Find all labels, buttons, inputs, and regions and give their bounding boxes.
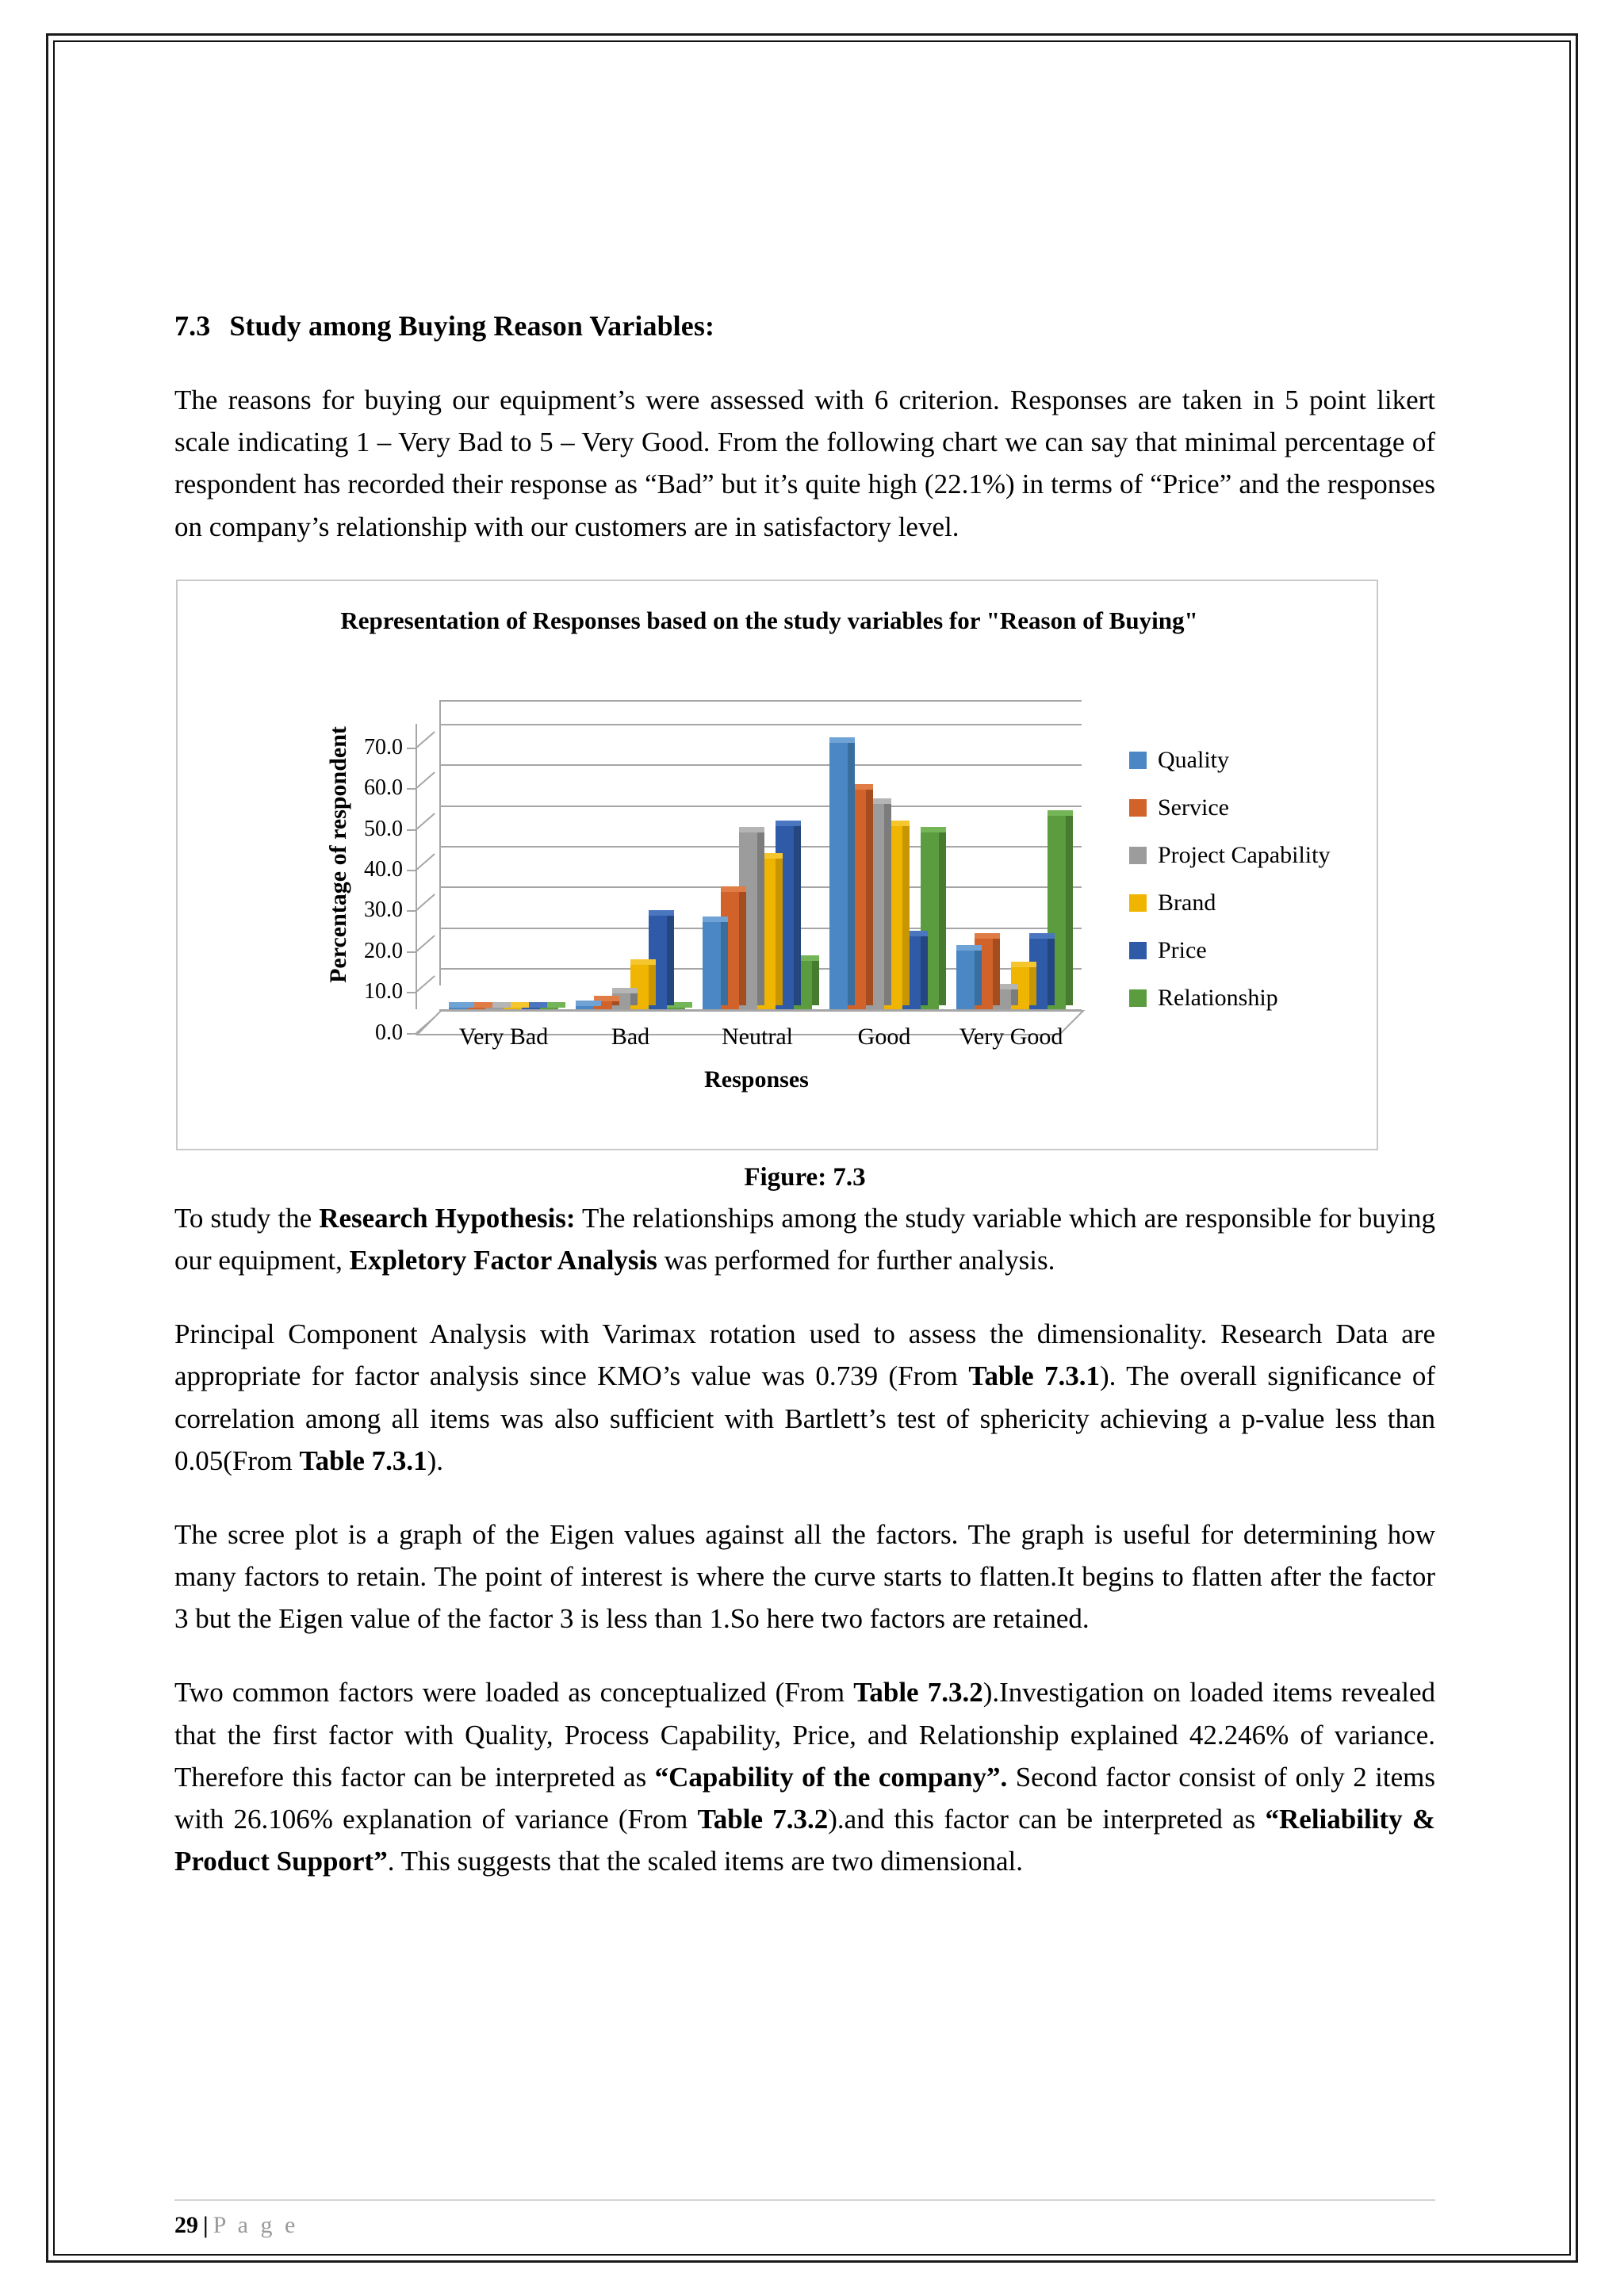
chart-x-axis-title: Responses	[704, 1066, 809, 1093]
chart-bar-top	[776, 821, 794, 826]
chart-bar-top-skew	[630, 988, 638, 993]
chart-y-tick-label: 50.0	[364, 816, 403, 841]
chart-bar-groups	[416, 700, 1082, 1009]
page-footer	[174, 2199, 1435, 2239]
chart-bar-side	[721, 917, 728, 1005]
chart-bar-top	[703, 916, 721, 922]
paragraph-intro: The reasons for buying our equipment’s were assessed with 6 criterion. Responses are taken in 5 point likert scale indicating 1 – Very Bad to 5 – Very Good. From the following chart we can say that minimal percentage of respondent has recorded their response as “Bad” but it’s quite high (22.1%) in terms of “Price” and the responses on company’s relationship with our customers are in satisfactory level.	[174, 385, 1435, 542]
chart-legend-swatch	[1129, 989, 1147, 1007]
chart-bar-side	[667, 911, 674, 1004]
chart-legend-item	[1129, 927, 1367, 974]
chart-bar-side	[993, 934, 1000, 1005]
paragraph-scree-plot: The scree plot is a graph of the Eigen values against all the factors. The graph is useful for determining how many factors to retain. The point of interest is where the curve starts to flatten.It begins to flatten after the factor 3 but the Eigen value of the factor 3 is less than 1.So here two factors are retained.	[174, 1518, 1435, 1635]
chart-x-tick-label: Bad	[611, 1023, 650, 1050]
chart-bar-top-skew	[1066, 810, 1073, 816]
chart-bar-top-skew	[1048, 933, 1055, 939]
chart-bar-side	[794, 821, 801, 1004]
chart-bar-top-skew	[884, 798, 891, 804]
paragraph-hypothesis: To study the Research Hypothesis: The relationships among the study variable which are responsible for buying our equipment, Expletory Factor Analysis was performed for further analysis.	[174, 1202, 1436, 1276]
chart-bar	[703, 921, 721, 1009]
chart-bar-side	[757, 828, 764, 1005]
chart-bar-top-skew	[739, 886, 746, 892]
paragraph-factors: Two common factors were loaded as conceptualized (From Table 7.3.2).Investigation on loaded items revealed that the first factor with Quality, Process Capability, Price, and Relationship explained 42.246% of variance. Therefore this factor can be interpreted as “Capability of the company”. Second factor consist of only 2 items with 26.106% explanation of variance (From Table 7.3.2).and this factor can be interpreted as “Reliability & Product Support”. This suggests that the scaled items are two dimensional.	[174, 1677, 1436, 1877]
footer-divider	[174, 2199, 1435, 2201]
chart-bar-top-skew	[794, 821, 801, 826]
chart-bar-top-skew	[522, 1002, 529, 1008]
chart-bar-side	[884, 799, 891, 1005]
chart-bar-top-skew	[1011, 984, 1018, 989]
section-heading	[174, 309, 1435, 342]
section-title: Study among Buying Reason Variables:	[229, 310, 715, 342]
chart-bar-top-skew	[866, 784, 873, 790]
chart-y-tick	[407, 788, 416, 790]
chart-bar-side	[902, 821, 910, 1004]
chart-bar-top-skew	[939, 827, 946, 832]
chart-y-tick	[407, 951, 416, 953]
chart-legend-item	[1129, 974, 1367, 1022]
chart-y-tick	[407, 748, 416, 749]
section-number: 7.3	[174, 310, 211, 342]
chart-bar-side	[812, 956, 819, 1005]
chart-bar	[576, 1005, 594, 1009]
chart-bar-top-skew	[975, 945, 982, 951]
chart-legend-item	[1129, 737, 1367, 784]
chart-bar-side	[848, 738, 855, 1005]
chart-bar-side	[939, 828, 946, 1005]
chart-bar-top	[721, 886, 739, 892]
chart-bar-top	[921, 827, 939, 832]
chart-legend-label: Price	[1158, 936, 1207, 963]
chart-bar-top	[576, 1001, 594, 1006]
chart-x-tick-label: Very Bad	[458, 1023, 549, 1050]
chart-legend-item	[1129, 832, 1367, 879]
chart-bar-top	[612, 988, 630, 993]
chart-bar-top-skew	[812, 955, 819, 961]
chart-y-tick-label: 60.0	[364, 775, 403, 801]
chart-bar-top	[1029, 933, 1048, 939]
chart-bar-top-skew	[776, 853, 783, 859]
chart-legend-swatch	[1129, 894, 1147, 912]
chart-bar-group	[956, 700, 1066, 1009]
chart-bar-top-skew	[540, 1002, 547, 1008]
footer-separator: |	[203, 2212, 209, 2238]
chart-bar-top-skew	[594, 1001, 601, 1006]
chart-y-tick	[407, 829, 416, 831]
chart-bar-top-skew	[848, 737, 855, 743]
chart-bar-top-skew	[485, 1002, 492, 1008]
chart-bar	[667, 1007, 685, 1009]
chart-bar	[829, 742, 848, 1009]
chart-legend-label: Quality	[1158, 746, 1229, 773]
chart-bar-side	[866, 785, 873, 1005]
chart-bar-top	[1011, 962, 1029, 967]
chart-legend-label: Service	[1158, 794, 1229, 821]
chart-bar-top	[1048, 810, 1066, 816]
chart-bar-top	[975, 933, 993, 939]
chart-bar-side	[1029, 962, 1036, 1005]
chart-bar-top-skew	[685, 1002, 692, 1008]
chart-legend-item	[1129, 879, 1367, 927]
chart-bar-top	[649, 910, 667, 916]
chart-title: Representation of Responses based on the study variables for "Reason of Buying"	[340, 606, 1198, 634]
chart-x-tick-label: Very Good	[959, 1023, 1063, 1050]
page-content	[174, 309, 1435, 1882]
chart-bar-top-skew	[721, 916, 728, 922]
chart-bar-side	[975, 946, 982, 1005]
chart-bar-top-skew	[667, 910, 674, 916]
chart-bar-side	[776, 854, 783, 1004]
chart-bar-top-skew	[649, 959, 656, 965]
chart-bar-side	[1048, 934, 1055, 1005]
chart-y-tick	[407, 870, 416, 871]
paragraph-pca: Principal Component Analysis with Varimax rotation used to assess the dimensionality. Research Data are appropriate for factor analysis since KMO’s value was 0.739 (From Table 7.3.1). The overall significance of correlation among all items was also sufficient with Bartlett’s test of sphericity achieving a p-value less than 0.05(From Table 7.3.1).	[174, 1318, 1435, 1476]
chart-legend-swatch	[1129, 847, 1147, 864]
chart-bar-top	[956, 945, 975, 951]
chart-y-tick-label: 10.0	[364, 979, 403, 1004]
chart-legend	[1129, 737, 1367, 1022]
chart-bar-top	[739, 827, 757, 832]
chart-bar-group	[449, 700, 558, 1009]
chart-bar-face	[703, 921, 721, 1009]
chart-bar-top-skew	[558, 1002, 565, 1008]
footer-text	[174, 2212, 1435, 2239]
chart-bar-top-skew	[757, 827, 764, 832]
chart-bar-side	[921, 932, 928, 1005]
footer-page-word: P a g e	[213, 2212, 299, 2238]
chart-bar-top-skew	[504, 1002, 511, 1008]
chart-legend-swatch	[1129, 752, 1147, 769]
chart-bar-group	[829, 700, 939, 1009]
chart-y-tick-label: 0.0	[375, 1020, 403, 1045]
chart-bar-top-skew	[1029, 962, 1036, 967]
chart-legend-swatch	[1129, 799, 1147, 817]
chart-bar	[956, 950, 975, 1009]
chart-x-tick-labels	[416, 1024, 1097, 1055]
chart-bar	[449, 1007, 467, 1009]
footer-page-number: 29	[174, 2212, 198, 2238]
chart-legend-label: Relationship	[1158, 984, 1278, 1011]
chart-y-tick	[407, 910, 416, 912]
chart-legend-label: Project Capability	[1158, 841, 1331, 868]
chart-y-tick	[407, 1033, 416, 1035]
chart-y-tick-label: 40.0	[364, 857, 403, 882]
chart-y-tick-label: 30.0	[364, 897, 403, 923]
chart-bar-side	[1066, 811, 1073, 1004]
chart-x-tick-label: Good	[857, 1023, 911, 1050]
chart-legend-swatch	[1129, 942, 1147, 959]
figure-caption: Figure: 7.3	[744, 1162, 866, 1192]
figure-chart	[176, 580, 1378, 1150]
chart-legend-label: Brand	[1158, 889, 1216, 916]
chart-bar-group	[576, 700, 685, 1009]
chart-bar-side	[739, 887, 746, 1005]
chart-bar-group	[703, 700, 812, 1009]
chart-bar-top-skew	[921, 931, 928, 936]
chart-bar-side	[649, 960, 656, 1005]
chart-bar-face	[829, 742, 848, 1009]
chart-y-tick	[407, 992, 416, 993]
chart-y-tick-label: 70.0	[364, 734, 403, 760]
chart-bar-top	[449, 1002, 467, 1008]
chart-bar-top-skew	[902, 821, 910, 826]
chart-bar-top-skew	[993, 933, 1000, 939]
chart-bar-top-skew	[467, 1002, 474, 1008]
chart-bar-top-skew	[612, 996, 619, 1001]
chart-y-axis-title: Percentage of respondent	[325, 725, 351, 983]
chart-y-tick-label: 20.0	[364, 938, 403, 963]
chart-bar-top	[829, 737, 848, 743]
chart-bar-top	[630, 959, 649, 965]
chart-legend-item	[1129, 784, 1367, 832]
chart-x-tick-label: Neutral	[722, 1023, 793, 1050]
chart-bar-face	[956, 950, 975, 1009]
